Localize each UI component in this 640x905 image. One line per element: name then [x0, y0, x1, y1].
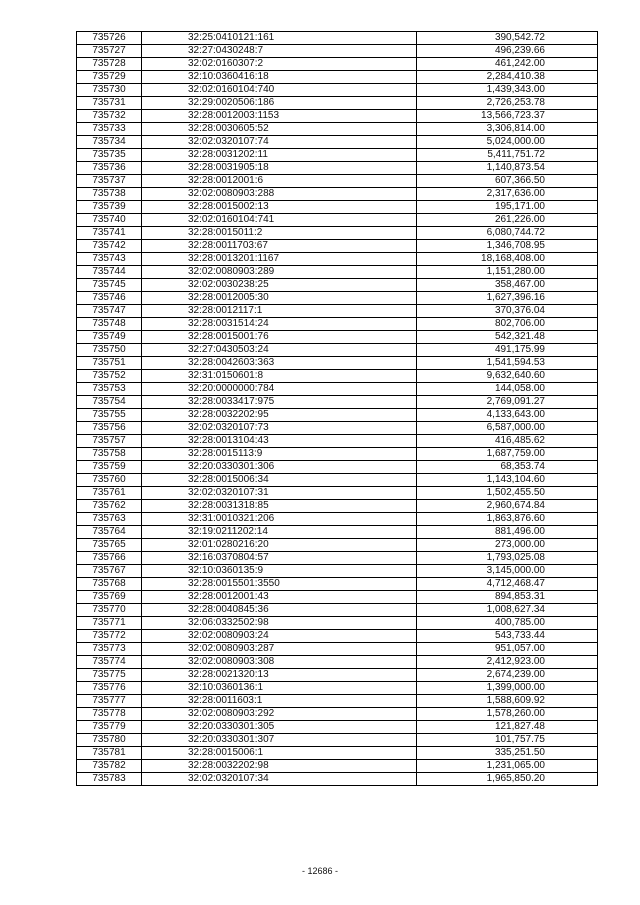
table-row: [77, 175, 598, 188]
cadastral-number-cell: 32:02:0320107:34: [142, 773, 417, 786]
table-row: [77, 331, 598, 344]
table-row: [77, 552, 598, 565]
amount-cell: 1,588,609.92: [417, 695, 598, 708]
record-id-cell: 735730: [77, 84, 142, 97]
cadastral-number-cell: 32:28:0033417:975: [142, 396, 417, 409]
table-row: [77, 344, 598, 357]
table-row: [77, 136, 598, 149]
record-id-cell: 735733: [77, 123, 142, 136]
record-id-cell: 735759: [77, 461, 142, 474]
cadastral-number-cell: 32:28:0015002:13: [142, 201, 417, 214]
table-row: [77, 227, 598, 240]
cadastral-number-cell: 32:28:0042603:363: [142, 357, 417, 370]
table-row: [77, 162, 598, 175]
amount-cell: 2,726,253.78: [417, 97, 598, 110]
cadastral-number-cell: 32:27:0430248:7: [142, 45, 417, 58]
table-row: [77, 214, 598, 227]
records-table-body: [77, 32, 598, 786]
record-id-cell: 735731: [77, 97, 142, 110]
record-id-cell: 735739: [77, 201, 142, 214]
table-row: [77, 474, 598, 487]
cadastral-number-cell: 32:20:0330301:305: [142, 721, 417, 734]
amount-cell: 13,566,723.37: [417, 110, 598, 123]
record-id-cell: 735774: [77, 656, 142, 669]
cadastral-number-cell: 32:20:0330301:307: [142, 734, 417, 747]
amount-cell: 542,321.48: [417, 331, 598, 344]
record-id-cell: 735771: [77, 617, 142, 630]
amount-cell: 1,140,873.54: [417, 162, 598, 175]
record-id-cell: 735770: [77, 604, 142, 617]
table-row: [77, 253, 598, 266]
record-id-cell: 735738: [77, 188, 142, 201]
cadastral-number-cell: 32:28:0030605:52: [142, 123, 417, 136]
record-id-cell: 735740: [77, 214, 142, 227]
cadastral-number-cell: 32:31:0150601:8: [142, 370, 417, 383]
amount-cell: 1,143,104.60: [417, 474, 598, 487]
amount-cell: 1,965,850.20: [417, 773, 598, 786]
table-row: [77, 305, 598, 318]
amount-cell: 1,687,759.00: [417, 448, 598, 461]
record-id-cell: 735749: [77, 331, 142, 344]
record-id-cell: 735728: [77, 58, 142, 71]
table-row: [77, 695, 598, 708]
record-id-cell: 735745: [77, 279, 142, 292]
table-row: [77, 318, 598, 331]
record-id-cell: 735761: [77, 487, 142, 500]
record-id-cell: 735726: [77, 32, 142, 45]
cadastral-number-cell: 32:06:0332502:98: [142, 617, 417, 630]
cadastral-number-cell: 32:16:0370804:57: [142, 552, 417, 565]
table-row: [77, 435, 598, 448]
cadastral-number-cell: 32:28:0031905:18: [142, 162, 417, 175]
table-row: [77, 396, 598, 409]
record-id-cell: 735732: [77, 110, 142, 123]
record-id-cell: 735757: [77, 435, 142, 448]
record-id-cell: 735746: [77, 292, 142, 305]
cadastral-number-cell: 32:02:0320107:74: [142, 136, 417, 149]
table-row: [77, 422, 598, 435]
record-id-cell: 735753: [77, 383, 142, 396]
amount-cell: 1,399,000.00: [417, 682, 598, 695]
record-id-cell: 735782: [77, 760, 142, 773]
table-row: [77, 591, 598, 604]
table-row: [77, 617, 598, 630]
cadastral-number-cell: 32:28:0012117:1: [142, 305, 417, 318]
record-id-cell: 735754: [77, 396, 142, 409]
amount-cell: 416,485.62: [417, 435, 598, 448]
table-row: [77, 188, 598, 201]
table-row: [77, 71, 598, 84]
amount-cell: 951,057.00: [417, 643, 598, 656]
table-row: [77, 487, 598, 500]
cadastral-number-cell: 32:28:0032202:95: [142, 409, 417, 422]
cadastral-number-cell: 32:02:0080903:24: [142, 630, 417, 643]
amount-cell: 1,439,343.00: [417, 84, 598, 97]
amount-cell: 1,502,455.50: [417, 487, 598, 500]
table-row: [77, 656, 598, 669]
amount-cell: 1,793,025.08: [417, 552, 598, 565]
table-row: [77, 721, 598, 734]
record-id-cell: 735779: [77, 721, 142, 734]
record-id-cell: 735748: [77, 318, 142, 331]
amount-cell: 390,542.72: [417, 32, 598, 45]
record-id-cell: 735777: [77, 695, 142, 708]
record-id-cell: 735781: [77, 747, 142, 760]
amount-cell: 400,785.00: [417, 617, 598, 630]
amount-cell: 1,151,280.00: [417, 266, 598, 279]
record-id-cell: 735762: [77, 500, 142, 513]
table-row: [77, 357, 598, 370]
amount-cell: 1,346,708.95: [417, 240, 598, 253]
amount-cell: 607,366.50: [417, 175, 598, 188]
amount-cell: 101,757.75: [417, 734, 598, 747]
table-row: [77, 461, 598, 474]
record-id-cell: 735737: [77, 175, 142, 188]
record-id-cell: 735776: [77, 682, 142, 695]
amount-cell: 1,541,594.53: [417, 357, 598, 370]
record-id-cell: 735751: [77, 357, 142, 370]
amount-cell: 9,632,640.60: [417, 370, 598, 383]
table-row: [77, 266, 598, 279]
amount-cell: 261,226.00: [417, 214, 598, 227]
table-row: [77, 682, 598, 695]
cadastral-number-cell: 32:10:0360136:1: [142, 682, 417, 695]
cadastral-number-cell: 32:28:0040845:36: [142, 604, 417, 617]
record-id-cell: 735768: [77, 578, 142, 591]
record-id-cell: 735769: [77, 591, 142, 604]
table-row: [77, 110, 598, 123]
cadastral-number-cell: 32:28:0015113:9: [142, 448, 417, 461]
amount-cell: 1,863,876.60: [417, 513, 598, 526]
record-id-cell: 735747: [77, 305, 142, 318]
table-row: [77, 292, 598, 305]
cadastral-number-cell: 32:02:0320107:31: [142, 487, 417, 500]
table-row: [77, 734, 598, 747]
cadastral-number-cell: 32:28:0012005:30: [142, 292, 417, 305]
amount-cell: 121,827.48: [417, 721, 598, 734]
amount-cell: 2,674,239.00: [417, 669, 598, 682]
cadastral-number-cell: 32:02:0080903:288: [142, 188, 417, 201]
cadastral-number-cell: 32:28:0011703:67: [142, 240, 417, 253]
cadastral-number-cell: 32:28:0015501:3550: [142, 578, 417, 591]
amount-cell: 1,008,627.34: [417, 604, 598, 617]
cadastral-number-cell: 32:28:0013201:1167: [142, 253, 417, 266]
record-id-cell: 735741: [77, 227, 142, 240]
record-id-cell: 735742: [77, 240, 142, 253]
amount-cell: 881,496.00: [417, 526, 598, 539]
amount-cell: 4,133,643.00: [417, 409, 598, 422]
table-row: [77, 747, 598, 760]
cadastral-number-cell: 32:02:0320107:73: [142, 422, 417, 435]
record-id-cell: 735734: [77, 136, 142, 149]
amount-cell: 3,145,000.00: [417, 565, 598, 578]
table-row: [77, 708, 598, 721]
record-id-cell: 735783: [77, 773, 142, 786]
table-row: [77, 279, 598, 292]
amount-cell: 335,251.50: [417, 747, 598, 760]
record-id-cell: 735775: [77, 669, 142, 682]
amount-cell: 543,733.44: [417, 630, 598, 643]
amount-cell: 5,411,751.72: [417, 149, 598, 162]
cadastral-number-cell: 32:20:0000000:784: [142, 383, 417, 396]
cadastral-number-cell: 32:02:0030238:25: [142, 279, 417, 292]
table-row: [77, 760, 598, 773]
record-id-cell: 735758: [77, 448, 142, 461]
cadastral-number-cell: 32:28:0031318:85: [142, 500, 417, 513]
record-id-cell: 735763: [77, 513, 142, 526]
amount-cell: 1,231,065.00: [417, 760, 598, 773]
table-row: [77, 565, 598, 578]
cadastral-number-cell: 32:02:0080903:287: [142, 643, 417, 656]
amount-cell: 2,769,091.27: [417, 396, 598, 409]
table-row: [77, 409, 598, 422]
record-id-cell: 735752: [77, 370, 142, 383]
amount-cell: 496,239.66: [417, 45, 598, 58]
cadastral-number-cell: 32:25:0410121:161: [142, 32, 417, 45]
record-id-cell: 735729: [77, 71, 142, 84]
cadastral-number-cell: 32:31:0010321:206: [142, 513, 417, 526]
amount-cell: 195,171.00: [417, 201, 598, 214]
table-row: [77, 45, 598, 58]
record-id-cell: 735735: [77, 149, 142, 162]
table-row: [77, 240, 598, 253]
cadastral-number-cell: 32:28:0015011:2: [142, 227, 417, 240]
amount-cell: 1,627,396.16: [417, 292, 598, 305]
amount-cell: 802,706.00: [417, 318, 598, 331]
amount-cell: 3,306,814.00: [417, 123, 598, 136]
cadastral-number-cell: 32:28:0015006:1: [142, 747, 417, 760]
table-row: [77, 448, 598, 461]
record-id-cell: 735756: [77, 422, 142, 435]
table-row: [77, 370, 598, 383]
table-row: [77, 539, 598, 552]
table-row: [77, 201, 598, 214]
cadastral-number-cell: 32:28:0013104:43: [142, 435, 417, 448]
cadastral-number-cell: 32:02:0080903:308: [142, 656, 417, 669]
table-row: [77, 630, 598, 643]
table-row: [77, 123, 598, 136]
records-table: [76, 31, 598, 786]
cadastral-number-cell: 32:02:0160104:741: [142, 214, 417, 227]
amount-cell: 18,168,408.00: [417, 253, 598, 266]
table-row: [77, 604, 598, 617]
cadastral-number-cell: 32:28:0021320:13: [142, 669, 417, 682]
record-id-cell: 735766: [77, 552, 142, 565]
record-id-cell: 735727: [77, 45, 142, 58]
amount-cell: 491,175.99: [417, 344, 598, 357]
amount-cell: 1,578,260.00: [417, 708, 598, 721]
table-row: [77, 383, 598, 396]
cadastral-number-cell: 32:28:0012003:1153: [142, 110, 417, 123]
record-id-cell: 735765: [77, 539, 142, 552]
table-row: [77, 773, 598, 786]
cadastral-number-cell: 32:28:0015006:34: [142, 474, 417, 487]
cadastral-number-cell: 32:27:0430503:24: [142, 344, 417, 357]
table-row: [77, 97, 598, 110]
amount-cell: 273,000.00: [417, 539, 598, 552]
amount-cell: 2,960,674.84: [417, 500, 598, 513]
cadastral-number-cell: 32:28:0031202:11: [142, 149, 417, 162]
table-row: [77, 500, 598, 513]
cadastral-number-cell: 32:28:0032202:98: [142, 760, 417, 773]
cadastral-number-cell: 32:20:0330301:306: [142, 461, 417, 474]
table-row: [77, 643, 598, 656]
record-id-cell: 735760: [77, 474, 142, 487]
record-id-cell: 735778: [77, 708, 142, 721]
amount-cell: 358,467.00: [417, 279, 598, 292]
record-id-cell: 735743: [77, 253, 142, 266]
record-id-cell: 735755: [77, 409, 142, 422]
amount-cell: 2,412,923.00: [417, 656, 598, 669]
record-id-cell: 735767: [77, 565, 142, 578]
cadastral-number-cell: 32:28:0012001:43: [142, 591, 417, 604]
record-id-cell: 735773: [77, 643, 142, 656]
amount-cell: 894,853.31: [417, 591, 598, 604]
record-id-cell: 735772: [77, 630, 142, 643]
amount-cell: 2,284,410.38: [417, 71, 598, 84]
record-id-cell: 735750: [77, 344, 142, 357]
table-row: [77, 32, 598, 45]
table-row: [77, 578, 598, 591]
amount-cell: 461,242.00: [417, 58, 598, 71]
cadastral-number-cell: 32:29:0020506:186: [142, 97, 417, 110]
cadastral-number-cell: 32:02:0160307:2: [142, 58, 417, 71]
table-row: [77, 84, 598, 97]
record-id-cell: 735736: [77, 162, 142, 175]
page-number: - 12686 -: [301, 866, 339, 876]
cadastral-number-cell: 32:19:0211202:14: [142, 526, 417, 539]
amount-cell: 4,712,468.47: [417, 578, 598, 591]
table-row: [77, 513, 598, 526]
cadastral-number-cell: 32:02:0080903:289: [142, 266, 417, 279]
amount-cell: 6,080,744.72: [417, 227, 598, 240]
amount-cell: 2,317,636.00: [417, 188, 598, 201]
table-row: [77, 669, 598, 682]
cadastral-number-cell: 32:28:0031514:24: [142, 318, 417, 331]
table-row: [77, 149, 598, 162]
record-id-cell: 735764: [77, 526, 142, 539]
cadastral-number-cell: 32:28:0011603:1: [142, 695, 417, 708]
record-id-cell: 735744: [77, 266, 142, 279]
amount-cell: 6,587,000.00: [417, 422, 598, 435]
table-row: [77, 526, 598, 539]
record-id-cell: 735780: [77, 734, 142, 747]
table-row: [77, 58, 598, 71]
amount-cell: 144,058.00: [417, 383, 598, 396]
cadastral-number-cell: 32:02:0080903:292: [142, 708, 417, 721]
amount-cell: 68,353.74: [417, 461, 598, 474]
cadastral-number-cell: 32:01:0280216:20: [142, 539, 417, 552]
cadastral-number-cell: 32:10:0360135:9: [142, 565, 417, 578]
amount-cell: 370,376.04: [417, 305, 598, 318]
cadastral-number-cell: 32:10:0360416:18: [142, 71, 417, 84]
cadastral-number-cell: 32:02:0160104:740: [142, 84, 417, 97]
cadastral-number-cell: 32:28:0012001:6: [142, 175, 417, 188]
cadastral-number-cell: 32:28:0015001:76: [142, 331, 417, 344]
amount-cell: 5,024,000.00: [417, 136, 598, 149]
